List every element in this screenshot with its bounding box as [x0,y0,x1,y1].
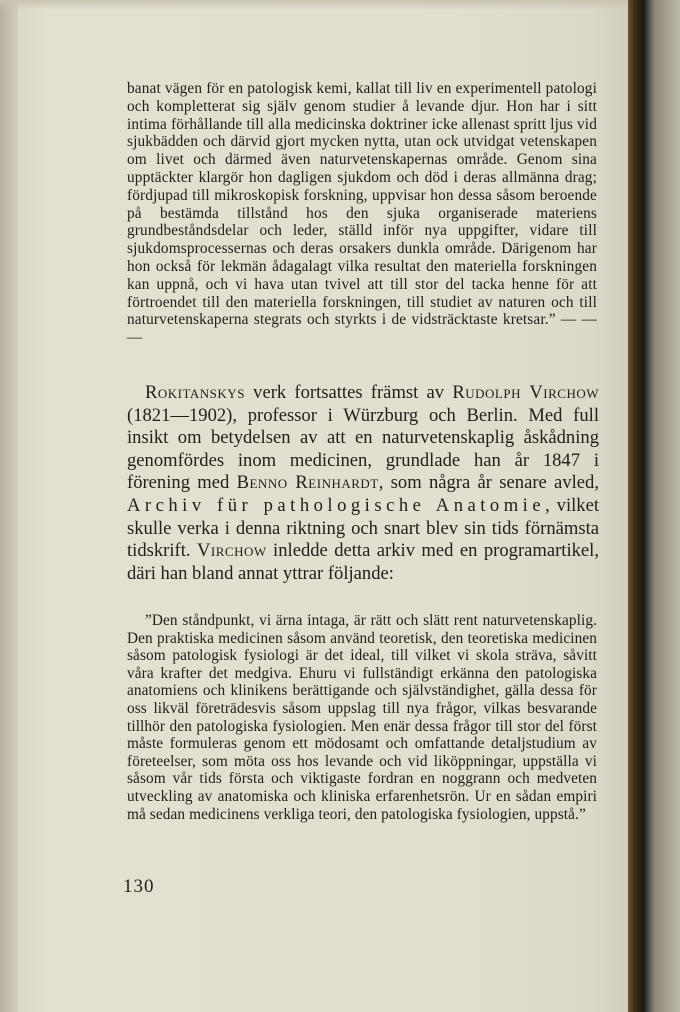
author-name-rudolph-virchow: Rudolph Virchow [452,382,599,403]
adjacent-page-strip [644,0,680,1012]
top-quote-text: banat vägen för en patologisk kemi, kallat till liv en experimentell patologi och kompletterat sig själv genom studier å levande djur. Hon har i sitt intima förhållande till alla medicinska doktriner icke allenast spritt ljus vid sjukbädden och därvid gjort mycken nytta, utan ock utvidgat vetenskapen om livet och därmed även naturvetenskapernas område. Genom sina upptäckter klargör hon dagligen sjukdom och död i deras allmänna drag; fördjupad till mikroskopisk forskning, uppvisar hon dessa såsom beroende på bestämda tillstånd hos den sjuka organiserade materiens grundbeståndsdelar och leder, ställd inför nya uppgifter, vidare till sjukdomsprocessernas och deras orsakers dunkla område. Därigenom har hon också för lekmän ådagalagt vilka resultat den materiella forskningen kan uppnå, och vi hava utan tvivel att till stor del tacka henne för att förtroendet till den materiella forskningen, till studiet av naturen och till naturvetenskaperna stegrats och styrkts i de vidsträcktaste kretsar.” — — — [127,80,597,347]
author-name-benno-reinhardt: Benno Reinhardt [236,472,379,494]
page-left-shadow [0,0,18,1012]
page-top-edge [0,0,640,10]
main-text-segment-5: inledde detta arkiv med en programartikel, däri han bland annat yttrar följande: [127,540,599,584]
main-text-segment-1: verk fortsattes främst av [244,382,453,403]
main-text-segment-3: , som några år senare avled, [378,472,599,494]
book-binding-edge [628,0,644,1012]
bottom-quoted-paragraph [127,612,597,823]
journal-title: Archiv für pathologische Anatomie [127,494,546,516]
author-name-rokitansky: Rokitanskys [145,382,245,403]
page-number: 130 [123,876,155,897]
main-text-segment-4: , vilket skulle verka i denna riktning och snart blev sin tids förnämsta tidskrift. [127,494,599,562]
main-paragraph [127,382,599,585]
top-quoted-paragraph [127,80,597,347]
main-paragraph-text [127,382,599,585]
main-text-segment-2: (1821—1902), professor i Würzburg och Berlin. Med full insikt om betydelsen av att en naturvetenskaplig åskådning genomfördes inom medicinen, grundlade han år 1847 i förening med [127,404,599,494]
bottom-quote-text: ”Den ståndpunkt, vi ärna intaga, är rätt och slätt rent naturvetenskaplig. Den praktiska medicinen såsom använd teoretisk, den teoretiska medicinen såsom patologisk fysiologi är det ideal, till vilket vi skola sträva, såvitt våra krafter det medgiva. Ehuru vi fullständigt erkänna den patologiska anatomiens och klinikens berättigande och självständighet, gälla dessa för oss likväl företrädesvis såsom uppslag till nya frågor, vilkas besvarande tillhör den patologiska fysiologien. Men enär dessa frågor till stor del först måste formuleras genom ett mödosamt och omfattande detaljstudium av företeelser, som möta oss hos levande och vid liköppningar, uppställa vi såsom vår tids första och viktigaste fordran en noggrann och medveten utveckling av anatomiska och kliniska erfarenhetsrön. Ur en sådan empiri må sedan medicinens verkliga teori, den patologiska fysiologien, uppstå.” [127,612,597,823]
author-name-virchow: Virchow [196,540,267,562]
